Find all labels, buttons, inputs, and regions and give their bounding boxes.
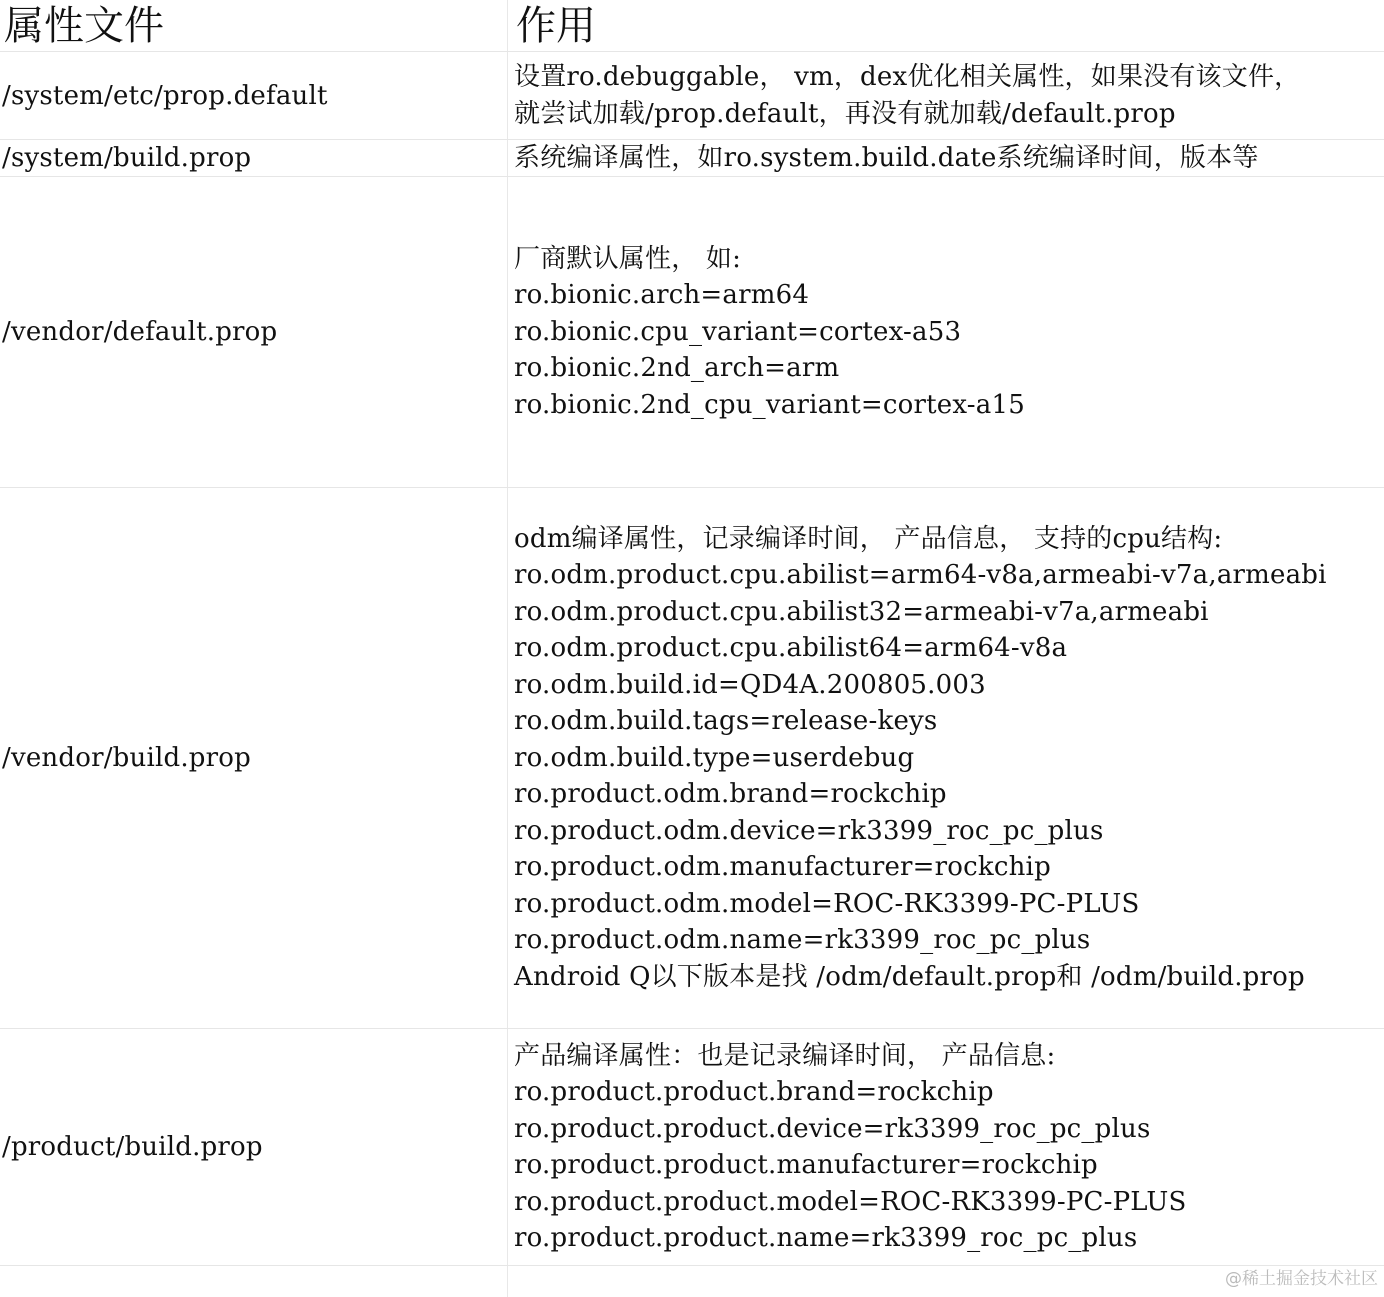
purpose-cell	[514, 52, 1380, 139]
purpose-line: ro.odm.product.cpu.abilist64=arm64-v8a	[514, 633, 1068, 664]
purpose-line: ro.odm.build.tags=release-keys	[514, 706, 938, 737]
purpose-line: ro.odm.build.type=userdebug	[514, 742, 915, 773]
purpose-line: ro.product.product.manufacturer=rockchip	[514, 1150, 1098, 1180]
purpose-line: ro.product.odm.device=rk3399_roc_pc_plus	[514, 815, 1104, 846]
purpose-line: 厂商默认属性， 如:	[514, 243, 742, 274]
watermark: @稀土掘金技术社区	[1225, 1269, 1378, 1289]
header-file-column: 属性文件	[4, 3, 164, 49]
file-path-vendor-default-prop: /vendor/default.prop	[2, 317, 278, 347]
purpose-line: ro.bionic.2nd_arch=arm	[514, 353, 840, 384]
purpose-line: odm编译属性，记录编译时间， 产品信息， 支持的cpu结构:	[514, 523, 1223, 554]
purpose-cell	[514, 177, 1380, 487]
file-path-product-build-prop: /product/build.prop	[2, 1132, 263, 1162]
purpose-line: ro.product.product.name=rk3399_roc_pc_plus	[514, 1223, 1138, 1253]
purpose-line: ro.bionic.arch=arm64	[514, 280, 810, 311]
file-path-system-prop-default: /system/etc/prop.default	[2, 80, 328, 111]
purpose-cell	[514, 1029, 1380, 1265]
purpose-line: 产品编译属性：也是记录编译时间， 产品信息:	[514, 1040, 1056, 1071]
purpose-line: ro.product.product.brand=rockchip	[514, 1077, 994, 1107]
purpose-line: ro.product.product.device=rk3399_roc_pc_plus	[514, 1113, 1151, 1144]
purpose-cell	[514, 140, 1380, 176]
purpose-line: 设置ro.debuggable， vm，dex优化相关属性，如果没有该文件，	[514, 62, 1301, 92]
file-path-system-build-prop: /system/build.prop	[2, 143, 252, 173]
purpose-cell	[514, 488, 1380, 1028]
purpose-line: 系统编译属性，如ro.system.build.date系统编译时间，版本等	[514, 142, 1259, 173]
purpose-line: ro.bionic.cpu_variant=cortex-a53	[514, 316, 962, 347]
purpose-line: ro.odm.product.cpu.abilist=arm64-v8a,armeabi-v7a,armeabi	[514, 560, 1327, 591]
purpose-line: ro.product.odm.brand=rockchip	[514, 779, 947, 810]
purpose-line: 就尝试加载/prop.default，再没有就加载/default.prop	[514, 98, 1176, 129]
purpose-line: ro.odm.build.id=QD4A.200805.003	[514, 669, 986, 700]
purpose-line: Android Q以下版本是找 /odm/default.prop和 /odm/build.prop	[514, 961, 1305, 992]
purpose-line: ro.product.odm.model=ROC-RK3399-PC-PLUS	[514, 888, 1140, 919]
purpose-line: ro.product.product.model=ROC-RK3399-PC-PLUS	[514, 1186, 1187, 1217]
column-divider	[507, 0, 508, 1297]
purpose-line: ro.odm.product.cpu.abilist32=armeabi-v7a,armeabi	[514, 596, 1209, 627]
purpose-line: ro.product.odm.manufacturer=rockchip	[514, 852, 1051, 883]
row-divider	[0, 1265, 1384, 1266]
purpose-line: ro.product.odm.name=rk3399_roc_pc_plus	[514, 925, 1091, 956]
file-path-vendor-build-prop: /vendor/build.prop	[2, 743, 251, 773]
header-purpose-column: 作用	[516, 3, 596, 49]
purpose-line: ro.bionic.2nd_cpu_variant=cortex-a15	[514, 389, 1025, 420]
